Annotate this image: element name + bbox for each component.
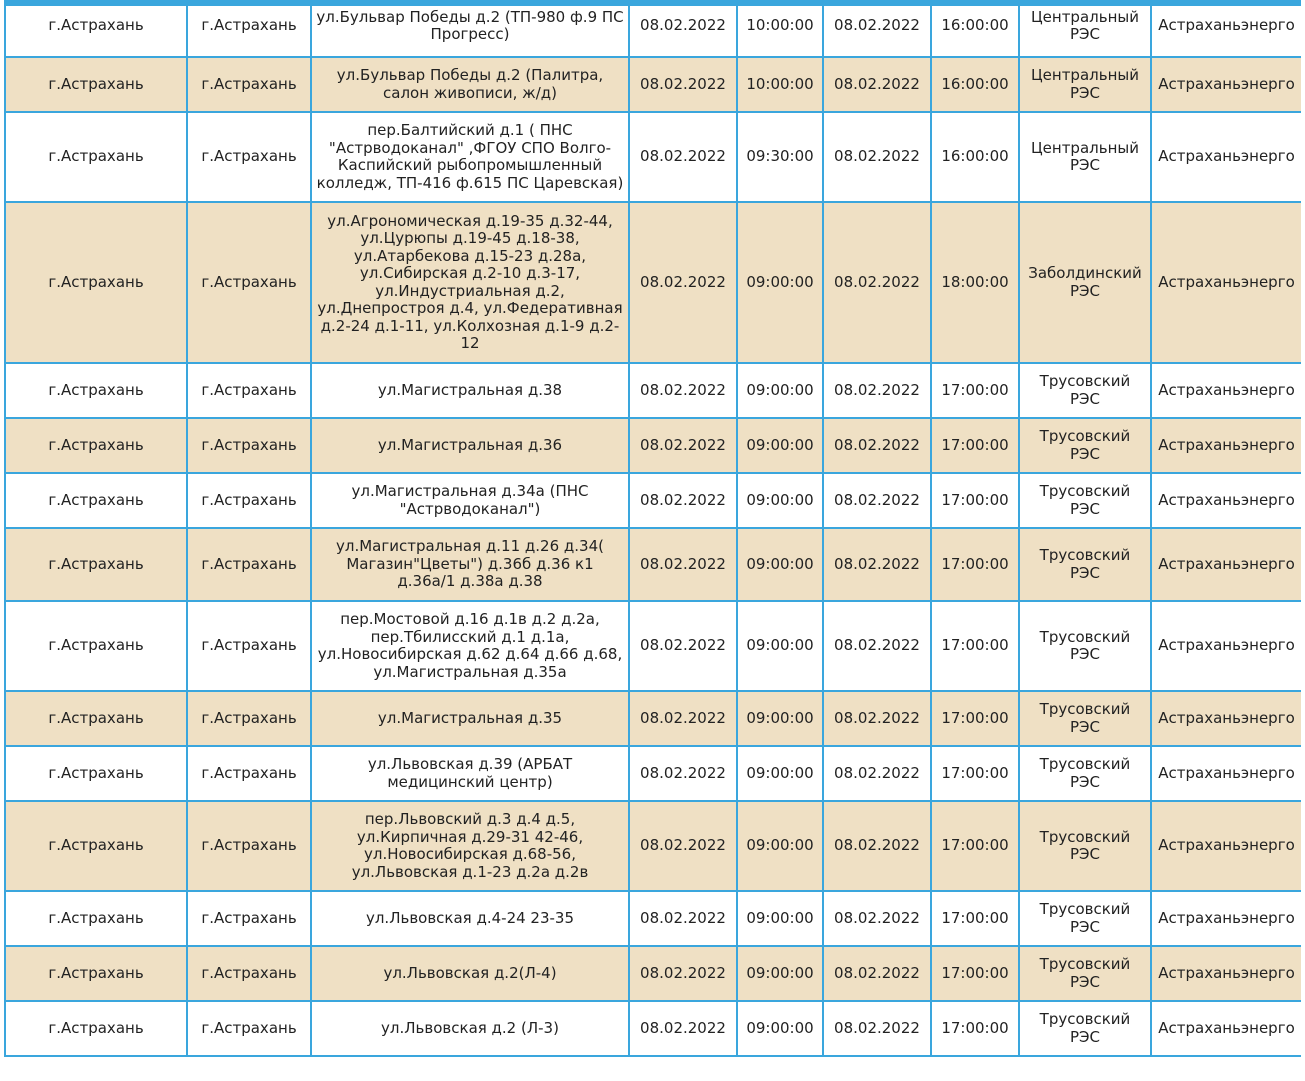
cell-end-time: 16:00:00	[931, 112, 1019, 202]
cell-region: г.Астрахань	[5, 57, 187, 112]
cell-address: ул.Магистральная д.35	[311, 691, 629, 746]
cell-res: Трусовский РЭС	[1019, 1001, 1151, 1056]
cell-end-date: 08.02.2022	[823, 112, 931, 202]
cell-end-date: 08.02.2022	[823, 946, 931, 1001]
cell-start-date: 08.02.2022	[629, 528, 737, 601]
cell-city: г.Астрахань	[187, 112, 311, 202]
table-row	[5, 946, 1301, 1001]
cell-city: г.Астрахань	[187, 363, 311, 418]
cell-city: г.Астрахань	[187, 0, 311, 57]
cell-res: Трусовский РЭС	[1019, 601, 1151, 691]
cell-end-date: 08.02.2022	[823, 891, 931, 946]
cell-end-date: 08.02.2022	[823, 473, 931, 528]
cell-end-time: 17:00:00	[931, 946, 1019, 1001]
cell-address: ул.Бульвар Победы д.2 (ТП-980 ф.9 ПС Прогресс)	[311, 0, 629, 57]
cell-start-time: 09:00:00	[737, 601, 823, 691]
cell-end-date: 08.02.2022	[823, 601, 931, 691]
cell-city: г.Астрахань	[187, 746, 311, 801]
cell-address: пер.Львовский д.3 д.4 д.5, ул.Кирпичная д.29-31 42-46, ул.Новосибирская д.68-56, ул.Львовская д.1-23 д.2а д.2в	[311, 801, 629, 891]
cell-start-time: 09:00:00	[737, 801, 823, 891]
cell-start-date: 08.02.2022	[629, 691, 737, 746]
cell-start-date: 08.02.2022	[629, 0, 737, 57]
cell-city: г.Астрахань	[187, 801, 311, 891]
cell-res: Центральный РЭС	[1019, 57, 1151, 112]
cell-end-date: 08.02.2022	[823, 363, 931, 418]
cell-company: Астраханьэнерго	[1151, 418, 1301, 473]
cell-res: Трусовский РЭС	[1019, 418, 1151, 473]
cell-res: Трусовский РЭС	[1019, 891, 1151, 946]
cell-city: г.Астрахань	[187, 418, 311, 473]
cell-end-time: 17:00:00	[931, 746, 1019, 801]
cell-start-date: 08.02.2022	[629, 946, 737, 1001]
table-row	[5, 746, 1301, 801]
cell-res: Центральный РЭС	[1019, 112, 1151, 202]
cell-end-time: 17:00:00	[931, 891, 1019, 946]
cell-city: г.Астрахань	[187, 601, 311, 691]
cell-start-date: 08.02.2022	[629, 57, 737, 112]
cell-address: ул.Львовская д.4-24 23-35	[311, 891, 629, 946]
cell-end-date: 08.02.2022	[823, 418, 931, 473]
cell-start-date: 08.02.2022	[629, 1001, 737, 1056]
cell-end-date: 08.02.2022	[823, 691, 931, 746]
cell-city: г.Астрахань	[187, 473, 311, 528]
table-row	[5, 528, 1301, 601]
cell-start-date: 08.02.2022	[629, 891, 737, 946]
cell-address: пер.Мостовой д.16 д.1в д.2 д.2а, пер.Тбилисский д.1 д.1а, ул.Новосибирская д.62 д.64 д.66 д.68, ул.Магистральная д.35а	[311, 601, 629, 691]
cell-city: г.Астрахань	[187, 891, 311, 946]
cell-city: г.Астрахань	[187, 1001, 311, 1056]
cell-end-time: 17:00:00	[931, 801, 1019, 891]
table-row	[5, 473, 1301, 528]
cell-start-date: 08.02.2022	[629, 473, 737, 528]
cell-address: ул.Львовская д.39 (АРБАТ медицинский центр)	[311, 746, 629, 801]
cell-company: Астраханьэнерго	[1151, 528, 1301, 601]
power-outage-table	[4, 0, 1301, 1057]
cell-start-date: 08.02.2022	[629, 601, 737, 691]
cell-start-time: 09:00:00	[737, 418, 823, 473]
table-top-border	[4, 0, 1301, 6]
cell-region: г.Астрахань	[5, 601, 187, 691]
cell-end-date: 08.02.2022	[823, 0, 931, 57]
cell-res: Трусовский РЭС	[1019, 801, 1151, 891]
cell-start-time: 09:00:00	[737, 473, 823, 528]
cell-address: ул.Магистральная д.34а (ПНС "Астрводоканал")	[311, 473, 629, 528]
table-row	[5, 891, 1301, 946]
table-row	[5, 112, 1301, 202]
table-row	[5, 57, 1301, 112]
cell-city: г.Астрахань	[187, 57, 311, 112]
table-row	[5, 1001, 1301, 1056]
cell-company: Астраханьэнерго	[1151, 746, 1301, 801]
cell-company: Астраханьэнерго	[1151, 57, 1301, 112]
cell-end-time: 17:00:00	[931, 601, 1019, 691]
table-row	[5, 418, 1301, 473]
cell-region: г.Астрахань	[5, 528, 187, 601]
cell-start-time: 09:30:00	[737, 112, 823, 202]
cell-start-date: 08.02.2022	[629, 112, 737, 202]
cell-end-time: 17:00:00	[931, 418, 1019, 473]
cell-end-time: 17:00:00	[931, 473, 1019, 528]
cell-company: Астраханьэнерго	[1151, 891, 1301, 946]
cell-end-date: 08.02.2022	[823, 528, 931, 601]
cell-res: Трусовский РЭС	[1019, 528, 1151, 601]
cell-res: Заболдинский РЭС	[1019, 202, 1151, 363]
cell-end-time: 16:00:00	[931, 57, 1019, 112]
cell-start-time: 10:00:00	[737, 57, 823, 112]
table-row	[5, 363, 1301, 418]
cell-address: ул.Бульвар Победы д.2 (Палитра, салон живописи, ж/д)	[311, 57, 629, 112]
cell-res: Трусовский РЭС	[1019, 691, 1151, 746]
cell-end-date: 08.02.2022	[823, 746, 931, 801]
table-row	[5, 202, 1301, 363]
cell-address: ул.Львовская д.2(Л-4)	[311, 946, 629, 1001]
cell-end-date: 08.02.2022	[823, 57, 931, 112]
cell-region: г.Астрахань	[5, 891, 187, 946]
cell-res: Центральный РЭС	[1019, 0, 1151, 57]
cell-start-date: 08.02.2022	[629, 418, 737, 473]
cell-address: ул.Магистральная д.38	[311, 363, 629, 418]
cell-res: Трусовский РЭС	[1019, 363, 1151, 418]
cell-company: Астраханьэнерго	[1151, 0, 1301, 57]
cell-region: г.Астрахань	[5, 418, 187, 473]
cell-end-date: 08.02.2022	[823, 801, 931, 891]
cell-start-time: 09:00:00	[737, 1001, 823, 1056]
cell-address: ул.Агрономическая д.19-35 д.32-44, ул.Цурюпы д.19-45 д.18-38, ул.Атарбекова д.15-23 д.28а, ул.Сибирская д.2-10 д.3-17, ул.Индустриальная д.2, ул.Днепростроя д.4, ул.Федеративная д.2-24 д.1-11, ул.Колхозная д.1-9 д.2-12	[311, 202, 629, 363]
cell-region: г.Астрахань	[5, 691, 187, 746]
cell-start-date: 08.02.2022	[629, 363, 737, 418]
cell-start-time: 09:00:00	[737, 363, 823, 418]
cell-city: г.Астрахань	[187, 691, 311, 746]
cell-start-time: 09:00:00	[737, 691, 823, 746]
cell-end-time: 16:00:00	[931, 0, 1019, 57]
cell-start-time: 09:00:00	[737, 946, 823, 1001]
cell-company: Астраханьэнерго	[1151, 112, 1301, 202]
table-body	[5, 0, 1301, 1056]
cell-end-time: 17:00:00	[931, 528, 1019, 601]
cell-company: Астраханьэнерго	[1151, 1001, 1301, 1056]
cell-region: г.Астрахань	[5, 112, 187, 202]
cell-res: Трусовский РЭС	[1019, 473, 1151, 528]
cell-region: г.Астрахань	[5, 946, 187, 1001]
cell-start-time: 09:00:00	[737, 528, 823, 601]
cell-end-time: 17:00:00	[931, 1001, 1019, 1056]
cell-end-time: 18:00:00	[931, 202, 1019, 363]
cell-region: г.Астрахань	[5, 473, 187, 528]
cell-company: Астраханьэнерго	[1151, 946, 1301, 1001]
cell-city: г.Астрахань	[187, 528, 311, 601]
cell-address: ул.Магистральная д.11 д.26 д.34( Магазин"Цветы") д.36б д.36 к1 д.36а/1 д.38а д.38	[311, 528, 629, 601]
cell-region: г.Астрахань	[5, 363, 187, 418]
table-row	[5, 691, 1301, 746]
cell-res: Трусовский РЭС	[1019, 946, 1151, 1001]
cell-region: г.Астрахань	[5, 801, 187, 891]
outage-table-container[interactable]	[4, 0, 1301, 1072]
cell-end-date: 08.02.2022	[823, 202, 931, 363]
cell-region: г.Астрахань	[5, 202, 187, 363]
cell-address: ул.Магистральная д.36	[311, 418, 629, 473]
cell-company: Астраханьэнерго	[1151, 363, 1301, 418]
table-row	[5, 801, 1301, 891]
table-row	[5, 0, 1301, 57]
cell-company: Астраханьэнерго	[1151, 202, 1301, 363]
cell-start-time: 10:00:00	[737, 0, 823, 57]
cell-end-time: 17:00:00	[931, 691, 1019, 746]
cell-company: Астраханьэнерго	[1151, 691, 1301, 746]
cell-company: Астраханьэнерго	[1151, 473, 1301, 528]
cell-res: Трусовский РЭС	[1019, 746, 1151, 801]
cell-start-date: 08.02.2022	[629, 202, 737, 363]
cell-start-date: 08.02.2022	[629, 746, 737, 801]
cell-start-time: 09:00:00	[737, 891, 823, 946]
cell-company: Астраханьэнерго	[1151, 801, 1301, 891]
cell-city: г.Астрахань	[187, 946, 311, 1001]
cell-region: г.Астрахань	[5, 0, 187, 57]
cell-city: г.Астрахань	[187, 202, 311, 363]
cell-start-date: 08.02.2022	[629, 801, 737, 891]
cell-start-time: 09:00:00	[737, 202, 823, 363]
cell-end-time: 17:00:00	[931, 363, 1019, 418]
table-row	[5, 601, 1301, 691]
cell-address: пер.Балтийский д.1 ( ПНС "Астрводоканал" ,ФГОУ СПО Волго-Каспийский рыбопромышленный колледж, ТП-416 ф.615 ПС Царевская)	[311, 112, 629, 202]
cell-start-time: 09:00:00	[737, 746, 823, 801]
cell-company: Астраханьэнерго	[1151, 601, 1301, 691]
cell-address: ул.Львовская д.2 (Л-3)	[311, 1001, 629, 1056]
cell-end-date: 08.02.2022	[823, 1001, 931, 1056]
cell-region: г.Астрахань	[5, 1001, 187, 1056]
cell-region: г.Астрахань	[5, 746, 187, 801]
